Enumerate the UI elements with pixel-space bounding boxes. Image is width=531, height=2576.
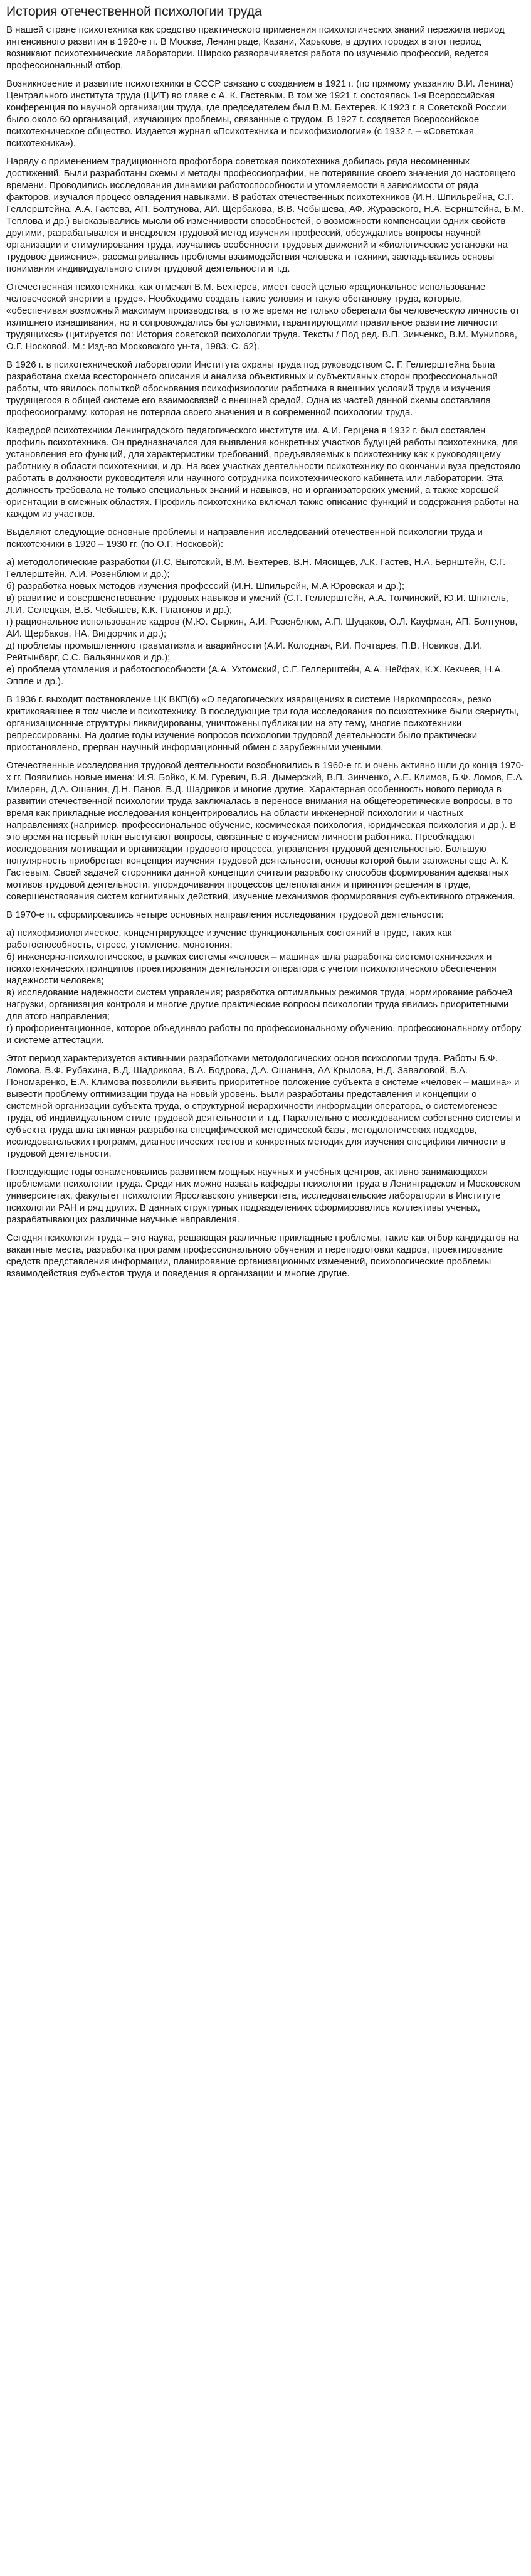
paragraph: В нашей стране психотехника как средство практического применения психологических знаний пережила период интенсивного развития в 1920-е гг. В Москве, Ленинграде, Казани, Харькове, в других городах в этот период возникают психотехнические лаборатории. Широко разворачивается работа по изучению профессий, ведется профессиональный отбор. [6,24,505,71]
paragraph: Выделяют следующие основные проблемы и направления исследований отечественной психологии труда и психотехники в 1920 – 1930 гг. (по О.Г. Носковой): [6,527,483,549]
paragraph: Сегодня психология труда – это наука, решающая различные прикладные проблемы, такие как отбор кандидатов на вакантные места, разработка программ профессионального обучения и переподготовки кадров, проектирование средств представления информации, планирование организационных изменений, психологические проблемы взаимодействия субъектов труда и поведения в организации и многие другие. [6,1232,519,1279]
article-body [6,24,525,1280]
list-block: а) методологические разработки (Л.С. Выготский, В.М. Бехтерев, В.Н. Мясищев, А.К. Гастев, Н.А. Бернштейн, С.Г. Геллерштейн, А.И. Розенблюм и др.); б) разработка новых методов изучения профессий (И.Н. Шпильрейн, М.А Юровская и др.); в) развитие и совершенствование трудовых навыков и умений (С.Г. Геллерштейн, А.А. Толчинский, Ю.И. Шпигель, Л.И. Селецкая, В.В. Чебышев, К.К. Платонов и др.); г) рациональное использование кадров (М.Ю. Сыркин, А.И. Розенблюм, А.П. Шуцаков, О.Л. Кауфман, АП. Болтунов, АИ. Щербаков, НА. Вигдорчик и др.); д) проблемы промышленного травматизма и аварийности (А.И. Колодная, Р.И. Почтарев, П.В. Новиков, Д.И. Рейтынбарг, С.С. Вальянников и др.); е) проблема утомления и работоспособности (А.А. Ухтомский, С.Г. Геллерштейн, А.А. Нейфах, К.Х. Кекчеев, Н.А. Эппле и др.). [6,557,518,687]
paragraph: В 1970-е гг. сформировались четыре основных направления исследования трудовой деятельности: [6,909,444,920]
paragraph: Отечественные исследования трудовой деятельности возобновились в 1960-е гг. и очень активно шли до конца 1970-х гг. Появились новые имена: И.Я. Бойко, К.М. Гуревич, В.Я. Дымерский, В.П. Зинченко, А.Е. Климов, Б.Ф. Ломов, Е.А. Милерян, Д.А. Ошанин, Д.Н. Панов, В.Д. Шадриков и многие другие. Характерная особенность нового периода в развитии отечественной психологии труда заключалась в переносе внимания на общетеоретические вопросы, в то время как прикладные исследования концентрировались на области инженерной психологии и частных направлениях (например, профессиональное обучение, космическая психология, юридическая психология и др.). В это время на первый план выступают вопросы, связанные с изучением личности работника. Преобладают исследования мотивации и организации трудового процесса, управления трудовой деятельностью. Большую популярность приобретает концепция изучения трудовой деятельности, основы которой были заложены еще А. К. Гастевым. Своей задачей сторонники данной концепции считали разработку способов формирования адекватных мотивов трудовой деятельности, упорядочивания процессов целеполагания и принятия решения в труде, совершенствования систем когнитивных действий, изучение механизмов формирования субъективного отражения. [6,760,525,902]
paragraph: В 1936 г. выходит постановление ЦК ВКП(б) «О педагогических извращениях в системе Наркомпросов», резко критиковавшее в том числе и психотехнику. В последующие три года исследования по психотехнике были свернуты, организационные структуры ликвидированы, уничтожены публикации на эту тему, многие психотехники репрессированы. На долгие годы изучение вопросов психологии трудовой деятельности было практически приостановлено, прерван научный информационный обмен с зарубежными учеными. [6,694,519,753]
paragraph: Последующие годы ознаменовались развитием мощных научных и учебных центров, активно занимающихся проблемами психологии труда. Среди них можно назвать кафедры психологии труда в Ленинградском и Московском университетах, факультет психологии Ярославского университета, исследовательские лаборатории в Институте психологии РАН и ряд других. В данных структурных подразделениях сформировались коллективы ученых, разрабатывающих различные научные направления. [6,1167,520,1225]
paragraph: Кафедрой психотехники Ленинградского педагогического института им. А.И. Герцена в 1932 г. был составлен профиль психотехника. Он предназначался для выявления конкретных участков будущей работы психотехника, для установления его функций, для характеристики требований, предъявляемых к психотехнику как к руководящему работнику в области психотехники, и др. На всех участках деятельности психотехнику по окончании вуза предстояло работать в должности руководителя или научного сотрудника психотехнического кабинета или лаборатории. Эта должность требовала не только специальных знаний и навыков, но и организаторских умений, а также хорошей ориентации в смежных областях. Профиль психотехника включал также описание функций и содержания работы на каждом из участков. [6,425,521,519]
paragraph: Отечественная психотехника, как отмечал В.М. Бехтерев, имеет своей целью «рациональное использование человеческой энергии в труде». Необходимо создать такие условия и такую обстановку труда, которые, «обеспечивая возможный максимум производства, в то же время не только оберегали бы человеческую личность от излишнего изнашивания, но и сопровождались бы условиями, гарантирующими правильное развитие личности трудящихся» (цитируется по: История советской психологии труда. Тексты / Под ред. В.П. Зинченко, В.М. Мунипова, О.Г. Носковой. М.: Изд-во Московского ун-та, 1983. С. 62). [6,282,520,352]
paragraph: В 1926 г. в психотехнической лаборатории Института охраны труда под руководством С. Г. Геллерштейна была разработана схема всестороннего описания и анализа объективных и субъективных сторон профессиональной работы, что явилось попыткой обоснования психофизиологии работника в внешних условий труда и изучения трудящегося в общей системе его взаимосвязей с внешней средой. Одна из частей данной схемы составляла профессиограмму, которая не потеряла своего значения и в современной психологии труда. [6,359,498,418]
page-title: История отечественной психологии труда [6,4,262,19]
list-block: а) психофизиологическое, концентрирующее изучение функциональных состояний в труде, таких как работоспособность, стресс, утомление, монотония; б) инженерно-психологическое, в рамках системы «человек – машина» шла разработка системотехнических и психотехнических принципов проектирования деятельности оператора с учетом психологического обеспечения надежности человека; в) исследование надежности систем управления; разработка оптимальных режимов труда, нормирование рабочей нагрузки, организация контроля и многие другие практические вопросы психологии труда явились приоритетными для этого направления; г) профориентационное, которое объединяло работы по профессиональному обучению, профессиональному отбору и системе аттестации. [6,928,522,1046]
paragraph: Наряду с применением традиционного профотбора советская психотехника добилась ряда несомненных достижений. Были разработаны схемы и методы профессиографии, не потерявшие своего значения до настоящего времени. Проводились исследования динамики работоспособности и утомляемости в зависимости от ряда факторов, изучался процесс овладения навыками. В работах отечественных психотехников (И.Н. Шпильрейна, С.Г. Геллерштейна, А.А. Гастева, АП. Болтунова, АИ. Щербакова, В.В. Чебышева, АФ. Журавского, Н.А. Бернштейна, Б.М. Теплова и др.) высказывались мысли об изменчивости способностей, о возможности компенсации одних свойств другими, разрабатывался и внедрялся трудовой метод изучения профессий, обсуждались вопросы научной организации и стимулирования труда, изучались особенности трудовых движений и «биологические установки на трудовое движение», рассматривались проблемы взаимодействия человека и техники, закладывались основы понимания индивидуального стиля трудовой деятельности и т.д. [6,156,524,274]
paragraph: Возникновение и развитие психотехники в СССР связано с созданием в 1921 г. (по прямому указанию В.И. Ленина) Центрального института труда (ЦИТ) во главе с А. К. Гастевым. В том же 1921 г. состоялась 1-я Всероссийская конференция по научной организации труда, где председателем был В.М. Бехтерев. К 1923 г. в Советской России было около 60 организаций, изучающих проблемы, связанные с трудом. В 1927 г. создается Всероссийское психотехническое общество. Издается журнал «Психотехника и психофизиология» (с 1932 г. – «Советская психотехника»). [6,78,513,149]
paragraph: Этот период характеризуется активными разработками методологических основ психологии труда. Работы Б.Ф. Ломова, В.Ф. Рубахина, В.Д. Шадрикова, В.А. Бодрова, Д.А. Ошанина, АА Крылова, Н.Д. Заваловой, В.А. Пономаренко, Е.А. Климова позволили выявить приоритетное положение субъекта в системе «человек – машина» и вывести проблему оптимизации труда на новый уровень. Были разработаны представления и концепции о системной организации субъекта труда, о структурной иерархичности информации оператора, о системогенезе труда, об индивидуальном стиле трудовой деятельности и т.д. Параллельно с исследованием собственно системы и субъекта труда шла активная разработка специфической методической базы, методологических подходов, исследовательских программ, диагностических тестов и конкретных методик для изучения специфики личности в трудовой деятельности. [6,1053,521,1159]
